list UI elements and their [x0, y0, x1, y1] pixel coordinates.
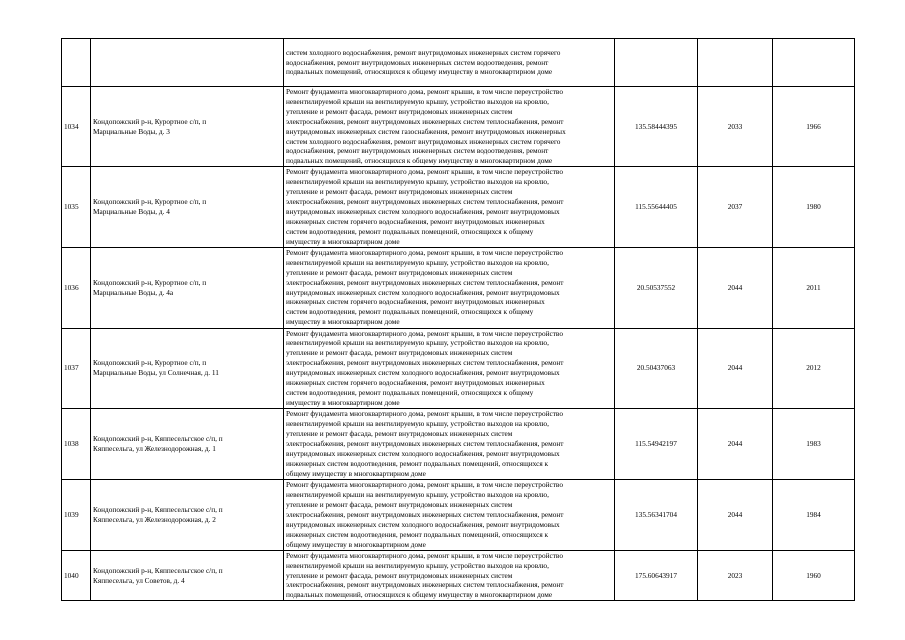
address-cell: Кондопожский р-н, Курортное с/п, п Марциальные Воды, д. 4: [91, 167, 284, 247]
year-cell: [698, 39, 773, 87]
cost-cell: 115.54942197: [615, 408, 698, 479]
cost-cell: [615, 39, 698, 87]
built-year-cell: 1983: [773, 408, 855, 479]
year-cell: 2044: [698, 328, 773, 408]
year-cell: 2044: [698, 247, 773, 328]
built-year-cell: [773, 39, 855, 87]
works-cell: Ремонт фундамента многоквартирного дома, ремонт крыши, в том числе переустройство невентилируемой крыши на вентилируемую крышу, устройство выходов на кровлю, утепление и ремонт фасада, ремонт внутридомовых инженерных систем электроснабжения, ремонт внутридомовых инженерных систем теплоснабжения, ремонт внутридомовых инженерных систем холодного водоснабжения, ремонт внутридомовых инженерных систем горячего водоснабжения, ремонт внутридомовых инженерных систем водоотведения, ремонт подвальных помещений, относящихся к общему имуществу в многоквартирном доме: [284, 247, 615, 328]
works-cell: Ремонт фундамента многоквартирного дома, ремонт крыши, в том числе переустройство невентилируемой крыши на вентилируемую крышу, устройство выходов на кровлю, утепление и ремонт фасада, ремонт внутридомовых инженерных систем электроснабжения, ремонт внутридомовых инженерных систем теплоснабжения, ремонт внутридомовых инженерных систем газоснабжения, ремонт внутридомовых инженерных систем холодного водоснабжения, ремонт внутридомовых инженерных систем горячего водоснабжения, ремонт внутридомовых инженерных систем водоотведения, ремонт подвальных помещений, относящихся к общему имуществу в многоквартирном доме: [284, 87, 615, 167]
cost-cell: 20.50437063: [615, 328, 698, 408]
built-year-cell: 1966: [773, 87, 855, 167]
table-row: [62, 247, 855, 328]
works-cell: Ремонт фундамента многоквартирного дома, ремонт крыши, в том числе переустройство невентилируемой крыши на вентилируемую крышу, устройство выходов на кровлю, утепление и ремонт фасада, ремонт внутридомовых инженерных систем электроснабжения, ремонт внутридомовых инженерных систем теплоснабжения, ремонт внутридомовых инженерных систем холодного водоснабжения, ремонт внутридомовых инженерных систем горячего водоснабжения, ремонт внутридомовых инженерных систем водоотведения, ремонт подвальных помещений, относящихся к общему имуществу в многоквартирном доме: [284, 328, 615, 408]
address-cell: Кондопожский р-н, Курортное с/п, п Марциальные Воды, д. 4а: [91, 247, 284, 328]
year-cell: 2023: [698, 550, 773, 601]
address-cell: Кондопожский р-н, Кяппесельгское с/п, п Кяппесельга, ул Железнодорожная, д. 1: [91, 408, 284, 479]
row-number: 1040: [62, 550, 91, 601]
row-number: 1037: [62, 328, 91, 408]
built-year-cell: 2012: [773, 328, 855, 408]
table-row: [62, 167, 855, 247]
table-row: [62, 479, 855, 550]
cost-cell: 115.55644405: [615, 167, 698, 247]
built-year-cell: 1984: [773, 479, 855, 550]
year-cell: 2044: [698, 479, 773, 550]
works-cell: систем холодного водоснабжения, ремонт внутридомовых инженерных систем горячего водоснабжения, ремонт внутридомовых инженерных систем водоотведения, ремонт подвальных помещений, относящихся к общему имуществу в многоквартирном доме: [284, 39, 615, 87]
built-year-cell: 1960: [773, 550, 855, 601]
address-cell: Кондопожский р-н, Курортное с/п, п Марциальные Воды, ул Солнечная, д. 11: [91, 328, 284, 408]
cost-cell: 20.50537552: [615, 247, 698, 328]
address-cell: Кондопожский р-н, Кяппесельгское с/п, п Кяппесельга, ул Советов, д. 4: [91, 550, 284, 601]
works-cell: Ремонт фундамента многоквартирного дома, ремонт крыши, в том числе переустройство невентилируемой крыши на вентилируемую крышу, устройство выходов на кровлю, утепление и ремонт фасада, ремонт внутридомовых инженерных систем электроснабжения, ремонт внутридомовых инженерных систем теплоснабжения, ремонт подвальных помещений, относящихся к общему имуществу в многоквартирном доме: [284, 550, 615, 601]
row-number: [62, 39, 91, 87]
table-row: [62, 550, 855, 601]
year-cell: 2033: [698, 87, 773, 167]
table-row: [62, 87, 855, 167]
built-year-cell: 2011: [773, 247, 855, 328]
row-number: 1035: [62, 167, 91, 247]
year-cell: 2044: [698, 408, 773, 479]
table-row: [62, 408, 855, 479]
works-cell: Ремонт фундамента многоквартирного дома, ремонт крыши, в том числе переустройство невентилируемой крыши на вентилируемую крышу, устройство выходов на кровлю, утепление и ремонт фасада, ремонт внутридомовых инженерных систем электроснабжения, ремонт внутридомовых инженерных систем теплоснабжения, ремонт внутридомовых инженерных систем холодного водоснабжения, ремонт внутридомовых инженерных систем водоотведения, ремонт подвальных помещений, относящихся к общему имуществу в многоквартирном доме: [284, 479, 615, 550]
row-number: 1034: [62, 87, 91, 167]
works-cell: Ремонт фундамента многоквартирного дома, ремонт крыши, в том числе переустройство невентилируемой крыши на вентилируемую крышу, устройство выходов на кровлю, утепление и ремонт фасада, ремонт внутридомовых инженерных систем электроснабжения, ремонт внутридомовых инженерных систем теплоснабжения, ремонт внутридомовых инженерных систем холодного водоснабжения, ремонт внутридомовых инженерных систем водоотведения, ремонт подвальных помещений, относящихся к общему имуществу в многоквартирном доме: [284, 408, 615, 479]
cost-cell: 135.58444395: [615, 87, 698, 167]
built-year-cell: 1980: [773, 167, 855, 247]
cost-cell: 135.56341704: [615, 479, 698, 550]
address-cell: Кондопожский р-н, Кяппесельгское с/п, п Кяппесельга, ул Железнодорожная, д. 2: [91, 479, 284, 550]
cost-cell: 175.60643917: [615, 550, 698, 601]
address-cell: Кондопожский р-н, Курортное с/п, п Марциальные Воды, д. 3: [91, 87, 284, 167]
address-cell: [91, 39, 284, 87]
year-cell: 2037: [698, 167, 773, 247]
row-number: 1038: [62, 408, 91, 479]
capital-repair-table: [61, 38, 855, 601]
table-row: [62, 39, 855, 87]
row-number: 1036: [62, 247, 91, 328]
table-row: [62, 328, 855, 408]
works-cell: Ремонт фундамента многоквартирного дома, ремонт крыши, в том числе переустройство невентилируемой крыши на вентилируемую крышу, устройство выходов на кровлю, утепление и ремонт фасада, ремонт внутридомовых инженерных систем электроснабжения, ремонт внутридомовых инженерных систем теплоснабжения, ремонт внутридомовых инженерных систем холодного водоснабжения, ремонт внутридомовых инженерных систем горячего водоснабжения, ремонт внутридомовых инженерных систем водоотведения, ремонт подвальных помещений, относящихся к общему имуществу в многоквартирном доме: [284, 167, 615, 247]
row-number: 1039: [62, 479, 91, 550]
